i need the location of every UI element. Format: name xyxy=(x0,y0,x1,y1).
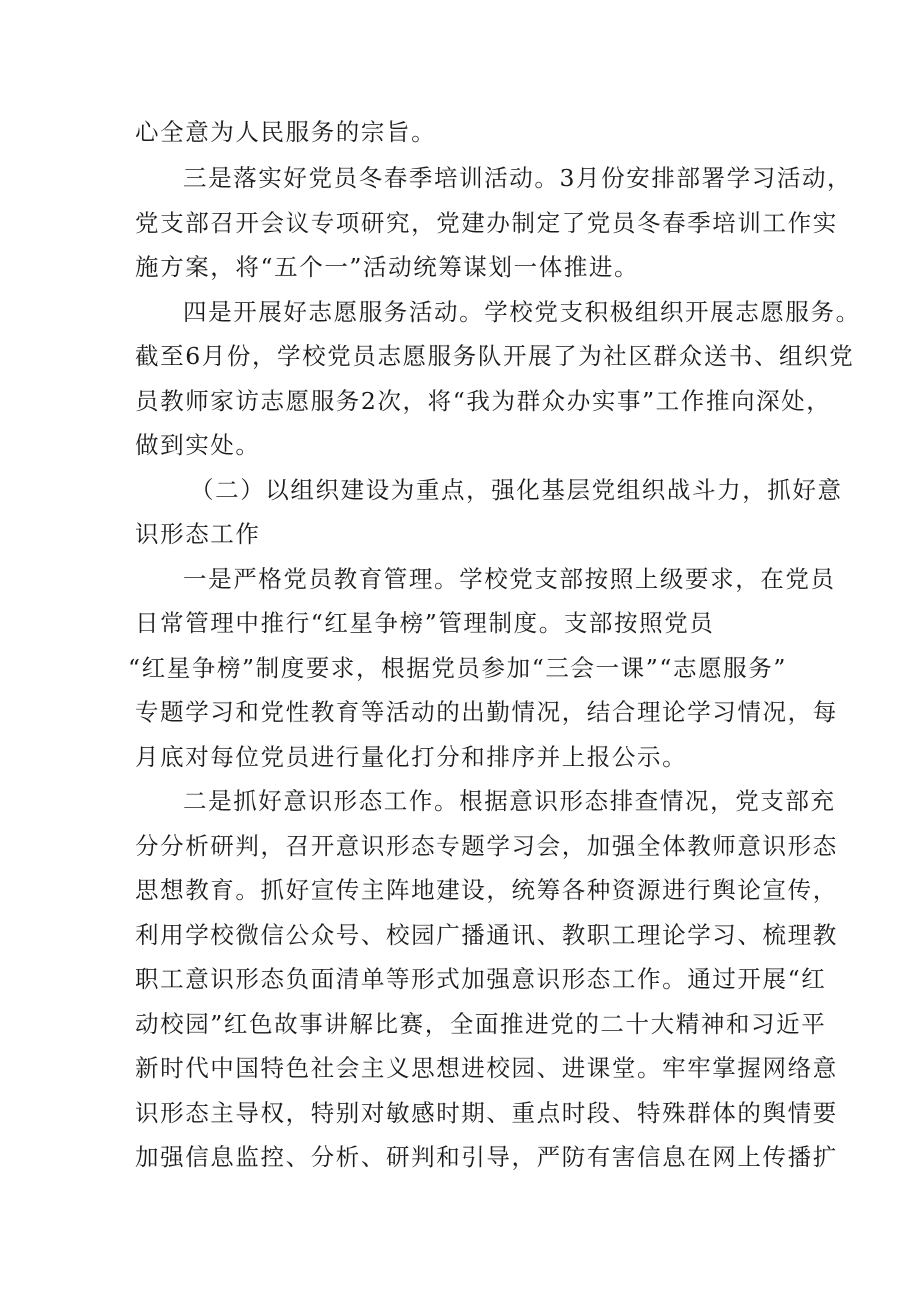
text-line-13: “红星争榜”制度要求，根据党员参加“三会一课”“志愿服务” xyxy=(128,654,787,682)
text-line-23: 识形态主导权，特别对敏感时期、重点时段、特殊群体的舆情要 xyxy=(135,1099,838,1127)
text-line-21: 动校园”红色故事讲解比赛，全面推进党的二十大精神和习近平 xyxy=(135,1010,827,1038)
text-line-1: 心全意为人民服务的宗旨。 xyxy=(135,118,437,146)
text-line-5: 四是开展好志愿服务活动。学校党支积极组织开展志愿服务。 xyxy=(183,298,861,326)
text-line-14: 专题学习和党性教育等活动的出勤情况，结合理论学习情况，每 xyxy=(135,698,838,726)
text-line-2: 三是落实好党员冬春季培训活动。3月份安排部署学习活动， xyxy=(183,164,853,192)
text-line-16: 二是抓好意识形态工作。根据意识形态排查情况，党支部充 xyxy=(183,787,836,815)
text-line-8: 做到实处。 xyxy=(135,431,261,459)
text-line-11: 一是严格党员教育管理。学校党支部按照上级要求，在党员 xyxy=(183,565,836,593)
text-line-20: 职工意识形态负面清单等形式加强意识形态工作。通过开展“红 xyxy=(135,965,827,993)
text-line-17: 分分析研判，召开意识形态专题学习会，加强全体教师意识形态 xyxy=(135,832,838,860)
text-line-15: 月底对每位党员进行量化打分和排序并上报公示。 xyxy=(135,743,688,771)
text-line-7: 员教师家访志愿服务2次，将“我为群众办实事”工作推向深处， xyxy=(135,387,832,415)
text-line-22: 新时代中国特色社会主义思想进校园、进课堂。牢牢掌握网络意 xyxy=(135,1054,838,1082)
text-line-19: 利用学校微信公众号、校园广播通讯、教职工理论学习、梳理教 xyxy=(135,921,838,949)
text-line-12: 日常管理中推行“红星争榜”管理制度。支部按照党员 xyxy=(135,609,715,637)
text-line-6: 截至6月份，学校党员志愿服务队开展了为社区群众送书、组织党 xyxy=(135,342,855,370)
text-line-18: 思想教育。抓好宣传主阵地建设，统筹各种资源进行舆论宣传， xyxy=(135,876,838,904)
text-line-24: 加强信息监控、分析、研判和引导，严防有害信息在网上传播扩 xyxy=(135,1143,838,1171)
section-heading-line-1: （二）以组织建设为重点，强化基层党组织战斗力，抓好意 xyxy=(190,476,843,504)
section-heading-line-2: 识形态工作 xyxy=(135,520,261,548)
text-line-4: 施方案，将“五个一”活动统筹谋划一体推进。 xyxy=(135,253,640,281)
text-line-3: 党支部召开会议专项研究，党建办制定了党员冬春季培训工作实 xyxy=(135,209,838,237)
